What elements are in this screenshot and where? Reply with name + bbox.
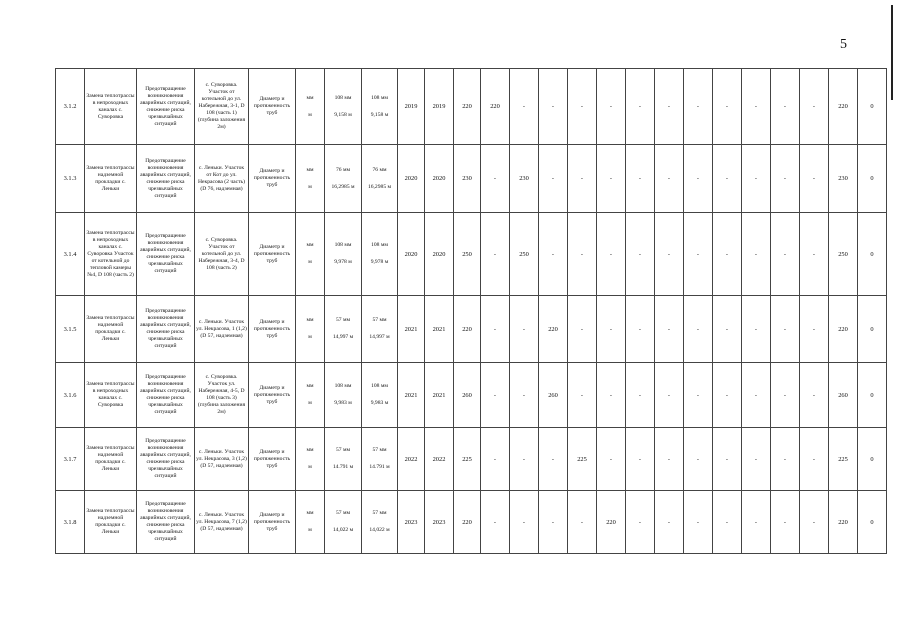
item-year-value: 230 — [510, 145, 539, 213]
item-value-before — [325, 363, 362, 428]
item-other: 0 — [858, 363, 887, 428]
item-year-value: - — [800, 213, 829, 296]
item-year-value: - — [597, 428, 626, 491]
item-name: Замена теплотрассы надземной прокладки с. Леньки — [85, 428, 137, 491]
item-sum: 220 — [829, 69, 858, 145]
item-value-after-top: 108 мм — [371, 94, 388, 101]
item-value-after-bottom: 9,978 м — [370, 259, 389, 265]
item-year-value: - — [742, 213, 771, 296]
item-location: с. Леньки. Участок ул. Некрасова, 3 (1,2) (D 57, надземная) — [195, 428, 249, 491]
item-total: 260 — [454, 363, 481, 428]
item-year-value: - — [800, 363, 829, 428]
item-year-value: - — [771, 145, 800, 213]
item-year-value: - — [481, 428, 510, 491]
item-year-value: - — [655, 296, 684, 363]
item-value-before — [325, 213, 362, 296]
item-indicator: Диаметр и протяженность труб — [249, 363, 296, 428]
item-year-value: - — [568, 69, 597, 145]
item-value-after-bottom: 9,158 м — [370, 111, 389, 118]
item-goal: Предотвращение возникновения аварийных ситуаций, снижение риска чрезвычайных ситуаций — [137, 296, 195, 363]
item-unit-top: мм — [306, 94, 314, 101]
item-year-value: - — [510, 428, 539, 491]
item-value-after — [362, 69, 398, 145]
item-goal: Предотвращение возникновения аварийных ситуаций, снижение риска чрезвычайных ситуаций — [137, 69, 195, 145]
item-unit — [296, 213, 325, 296]
item-year-value: - — [655, 363, 684, 428]
item-value-before-bottom: 9,983 м — [334, 400, 352, 406]
item-year-end: 2019 — [425, 69, 454, 145]
item-unit — [296, 296, 325, 363]
item-year-value: - — [742, 428, 771, 491]
item-value-before-top: 57 мм — [335, 447, 351, 453]
table-row — [56, 213, 887, 296]
table-row — [56, 491, 887, 554]
item-year-value: - — [713, 428, 742, 491]
item-year-value: - — [597, 296, 626, 363]
item-location: с. Суворовка. Участок от котельной до ул. Набережная, 3-1, D 108 (часть 1)(глубина заложения 2м) — [195, 69, 249, 145]
item-value-after-top: 57 мм — [372, 510, 387, 516]
item-year-value: - — [626, 69, 655, 145]
item-year-value: - — [568, 213, 597, 296]
item-year-value: - — [800, 145, 829, 213]
item-unit — [296, 363, 325, 428]
item-year-end: 2020 — [425, 145, 454, 213]
item-location: с. Суворовка. Участок от котельной до ул. Набережная, 3-4, D 108 (часть 2) — [195, 213, 249, 296]
item-year-value: - — [539, 428, 568, 491]
item-sum: 260 — [829, 363, 858, 428]
item-value-after-top: 57 мм — [372, 317, 387, 323]
item-year-value: - — [713, 145, 742, 213]
item-value-before-top: 57 мм — [335, 317, 351, 323]
item-goal: Предотвращение возникновения аварийных ситуаций, снижение риска чрезвычайных ситуаций — [137, 145, 195, 213]
item-year-value: - — [655, 145, 684, 213]
item-year-value: - — [510, 363, 539, 428]
item-unit-top: мм — [306, 166, 314, 173]
item-sum: 225 — [829, 428, 858, 491]
item-location: с. Леньки. Участок ул. Некрасова, 7 (1,2) (D 57, надземная) — [195, 491, 249, 554]
item-year-start: 2019 — [398, 69, 425, 145]
item-year-value: - — [626, 213, 655, 296]
item-total: 230 — [454, 145, 481, 213]
item-year-value: - — [626, 491, 655, 554]
item-year-value: - — [655, 213, 684, 296]
item-other: 0 — [858, 69, 887, 145]
item-unit-top: мм — [306, 317, 314, 323]
item-year-value: - — [539, 213, 568, 296]
item-year-value: - — [568, 296, 597, 363]
item-location: с. Леньки. Участок от Кот до ул. Некрасова (2 часть) (D 76, надземная) — [195, 145, 249, 213]
item-year-value: - — [800, 69, 829, 145]
item-year-value: - — [713, 363, 742, 428]
item-year-value: - — [481, 145, 510, 213]
item-year-value: - — [568, 363, 597, 428]
item-number: 3.1.4 — [56, 213, 85, 296]
item-unit-top: мм — [306, 242, 314, 248]
item-total: 220 — [454, 296, 481, 363]
item-year-value: - — [684, 296, 713, 363]
item-year-value: - — [684, 363, 713, 428]
item-other: 0 — [858, 491, 887, 554]
item-value-before-bottom: 14,022 м — [332, 527, 354, 533]
item-total: 225 — [454, 428, 481, 491]
item-year-value: - — [510, 491, 539, 554]
page-number: 5 — [840, 37, 847, 52]
item-year-value: - — [597, 363, 626, 428]
item-year-value: - — [771, 428, 800, 491]
item-value-before — [325, 69, 362, 145]
item-year-value: - — [481, 363, 510, 428]
item-number: 3.1.2 — [56, 69, 85, 145]
item-unit-bottom: м — [308, 527, 312, 533]
item-year-end: 2021 — [425, 296, 454, 363]
item-number: 3.1.7 — [56, 428, 85, 491]
item-year-value: - — [713, 491, 742, 554]
item-name: Замена теплотрассы в непроходных каналах с. Суворовка Участок от котельной до тепловой камеры №4, D 108 (часть 2) — [85, 213, 137, 296]
item-sum: 230 — [829, 145, 858, 213]
item-year-value: - — [684, 69, 713, 145]
item-goal: Предотвращение возникновения аварийных ситуаций, снижение риска чрезвычайных ситуаций — [137, 213, 195, 296]
item-year-value: - — [713, 69, 742, 145]
item-unit-top: мм — [306, 447, 314, 453]
item-number: 3.1.8 — [56, 491, 85, 554]
item-value-before-top: 108 мм — [334, 94, 352, 101]
item-number: 3.1.6 — [56, 363, 85, 428]
item-indicator: Диаметр и протяженность труб — [249, 213, 296, 296]
item-value-after-top: 76 мм — [372, 166, 387, 173]
item-value-before-top: 108 мм — [334, 242, 352, 248]
item-unit-bottom: м — [308, 111, 312, 118]
item-year-value: - — [655, 491, 684, 554]
item-other: 0 — [858, 213, 887, 296]
item-year-value: - — [597, 145, 626, 213]
item-year-value: - — [713, 213, 742, 296]
item-year-start: 2021 — [398, 296, 425, 363]
item-value-after — [362, 491, 398, 554]
item-year-value: - — [655, 428, 684, 491]
item-year-value: - — [684, 428, 713, 491]
item-value-before-bottom: 16,2985 м — [331, 183, 355, 190]
item-year-start: 2021 — [398, 363, 425, 428]
item-year-value: - — [771, 69, 800, 145]
item-year-value: 250 — [510, 213, 539, 296]
item-value-after — [362, 213, 398, 296]
item-year-value: - — [510, 69, 539, 145]
item-year-value: - — [684, 491, 713, 554]
item-year-value: - — [626, 428, 655, 491]
item-year-value: - — [626, 145, 655, 213]
item-unit-bottom: м — [308, 334, 312, 340]
item-unit — [296, 145, 325, 213]
item-year-value: - — [771, 296, 800, 363]
item-name: Замена теплотрассы в непроходных каналах с. Суворовка — [85, 363, 137, 428]
table-row — [56, 428, 887, 491]
item-value-before-bottom: 9,158 м — [334, 111, 352, 118]
item-value-before-top: 76 мм — [335, 166, 351, 173]
item-year-value: - — [742, 296, 771, 363]
item-year-value: - — [655, 69, 684, 145]
item-value-before-top: 108 мм — [334, 383, 352, 389]
item-sum: 220 — [829, 491, 858, 554]
item-value-after-bottom: 14.791 м — [369, 464, 390, 470]
item-other: 0 — [858, 296, 887, 363]
item-year-value: 220 — [597, 491, 626, 554]
item-year-value: - — [742, 145, 771, 213]
item-name: Замена теплотрассы в непроходных каналах с. Суворовка — [85, 69, 137, 145]
item-indicator: Диаметр и протяженность труб — [249, 69, 296, 145]
item-unit-bottom: м — [308, 259, 312, 265]
item-indicator: Диаметр и протяженность труб — [249, 428, 296, 491]
item-year-value: - — [771, 213, 800, 296]
item-goal: Предотвращение возникновения аварийных ситуаций, снижение риска чрезвычайных ситуаций — [137, 491, 195, 554]
item-value-after-bottom: 14,022 м — [369, 527, 390, 533]
item-value-after-bottom: 14,997 м — [369, 334, 390, 340]
item-unit — [296, 491, 325, 554]
item-value-after-top: 108 мм — [371, 383, 388, 389]
item-year-value: - — [481, 296, 510, 363]
item-total: 250 — [454, 213, 481, 296]
item-year-value: - — [626, 363, 655, 428]
table-row — [56, 145, 887, 213]
item-year-end: 2020 — [425, 213, 454, 296]
item-value-before — [325, 145, 362, 213]
item-other: 0 — [858, 145, 887, 213]
item-year-value: 225 — [568, 428, 597, 491]
item-number: 3.1.5 — [56, 296, 85, 363]
item-other: 0 — [858, 428, 887, 491]
margin-rule — [891, 5, 893, 100]
item-name: Замена теплотрассы надземной прокладки с. Леньки — [85, 145, 137, 213]
item-unit-top: мм — [306, 383, 314, 389]
item-unit-bottom: м — [308, 183, 312, 190]
item-value-before-top: 57 мм — [335, 510, 351, 516]
item-year-value: - — [481, 491, 510, 554]
item-year-value: - — [539, 69, 568, 145]
item-year-value: 220 — [481, 69, 510, 145]
item-sum: 250 — [829, 213, 858, 296]
item-year-value: - — [568, 491, 597, 554]
item-value-before — [325, 491, 362, 554]
item-name: Замена теплотрассы надземной прокладки с. Леньки — [85, 296, 137, 363]
item-year-value: - — [800, 428, 829, 491]
program-table — [55, 68, 887, 554]
table-row — [56, 69, 887, 145]
item-unit-bottom: м — [308, 464, 312, 470]
item-value-before-bottom: 9,978 м — [334, 259, 352, 265]
table-row — [56, 296, 887, 363]
item-total: 220 — [454, 491, 481, 554]
item-year-value: - — [510, 296, 539, 363]
item-year-value: - — [713, 296, 742, 363]
item-year-start: 2020 — [398, 145, 425, 213]
item-value-after-top: 57 мм — [372, 447, 387, 453]
item-year-value: - — [771, 363, 800, 428]
item-unit — [296, 428, 325, 491]
table-body — [56, 69, 887, 554]
item-year-value: - — [626, 296, 655, 363]
item-value-after-bottom: 9,983 м — [370, 400, 389, 406]
item-year-value: - — [684, 145, 713, 213]
item-value-after — [362, 145, 398, 213]
item-year-value: - — [539, 145, 568, 213]
item-value-after — [362, 428, 398, 491]
item-year-value: - — [742, 363, 771, 428]
item-value-after-bottom: 16,2985 м — [367, 183, 392, 190]
item-value-after-top: 108 мм — [371, 242, 388, 248]
item-year-start: 2022 — [398, 428, 425, 491]
item-year-end: 2021 — [425, 363, 454, 428]
item-year-value: - — [742, 491, 771, 554]
item-indicator: Диаметр и протяженность труб — [249, 296, 296, 363]
item-value-before — [325, 428, 362, 491]
item-number: 3.1.3 — [56, 145, 85, 213]
item-year-start: 2020 — [398, 213, 425, 296]
item-total: 220 — [454, 69, 481, 145]
item-unit — [296, 69, 325, 145]
item-indicator: Диаметр и протяженность труб — [249, 491, 296, 554]
table-row — [56, 363, 887, 428]
item-value-before-bottom: 14.791 м — [332, 464, 354, 470]
item-location: с. Леньки. Участок ул. Некрасова, 1 (1,2) (D 57, надземная) — [195, 296, 249, 363]
item-year-value: - — [597, 213, 626, 296]
item-year-value: - — [800, 296, 829, 363]
item-goal: Предотвращение возникновения аварийных ситуаций, снижение риска чрезвычайных ситуаций — [137, 428, 195, 491]
item-year-start: 2023 — [398, 491, 425, 554]
item-year-value: - — [597, 69, 626, 145]
item-year-value: - — [684, 213, 713, 296]
item-value-before-bottom: 14,997 м — [332, 334, 354, 340]
item-year-value: - — [481, 213, 510, 296]
item-year-value: - — [771, 491, 800, 554]
item-name: Замена теплотрассы надземной прокладки с. Леньки — [85, 491, 137, 554]
item-goal: Предотвращение возникновения аварийных ситуаций, снижение риска чрезвычайных ситуаций — [137, 363, 195, 428]
item-year-value: - — [800, 491, 829, 554]
item-year-end: 2022 — [425, 428, 454, 491]
item-value-before — [325, 296, 362, 363]
item-sum: 220 — [829, 296, 858, 363]
item-indicator: Диаметр и протяженность труб — [249, 145, 296, 213]
item-year-value: 260 — [539, 363, 568, 428]
item-value-after — [362, 363, 398, 428]
item-unit-bottom: м — [308, 400, 312, 406]
item-year-value: - — [539, 491, 568, 554]
item-year-end: 2023 — [425, 491, 454, 554]
item-location: с. Суворовка. Участок ул. Набережная, 4-5, D 108 (часть 3)(глубина заложения 2м) — [195, 363, 249, 428]
item-year-value: 220 — [539, 296, 568, 363]
item-value-after — [362, 296, 398, 363]
item-year-value: - — [742, 69, 771, 145]
item-year-value: - — [568, 145, 597, 213]
item-unit-top: мм — [306, 510, 314, 516]
